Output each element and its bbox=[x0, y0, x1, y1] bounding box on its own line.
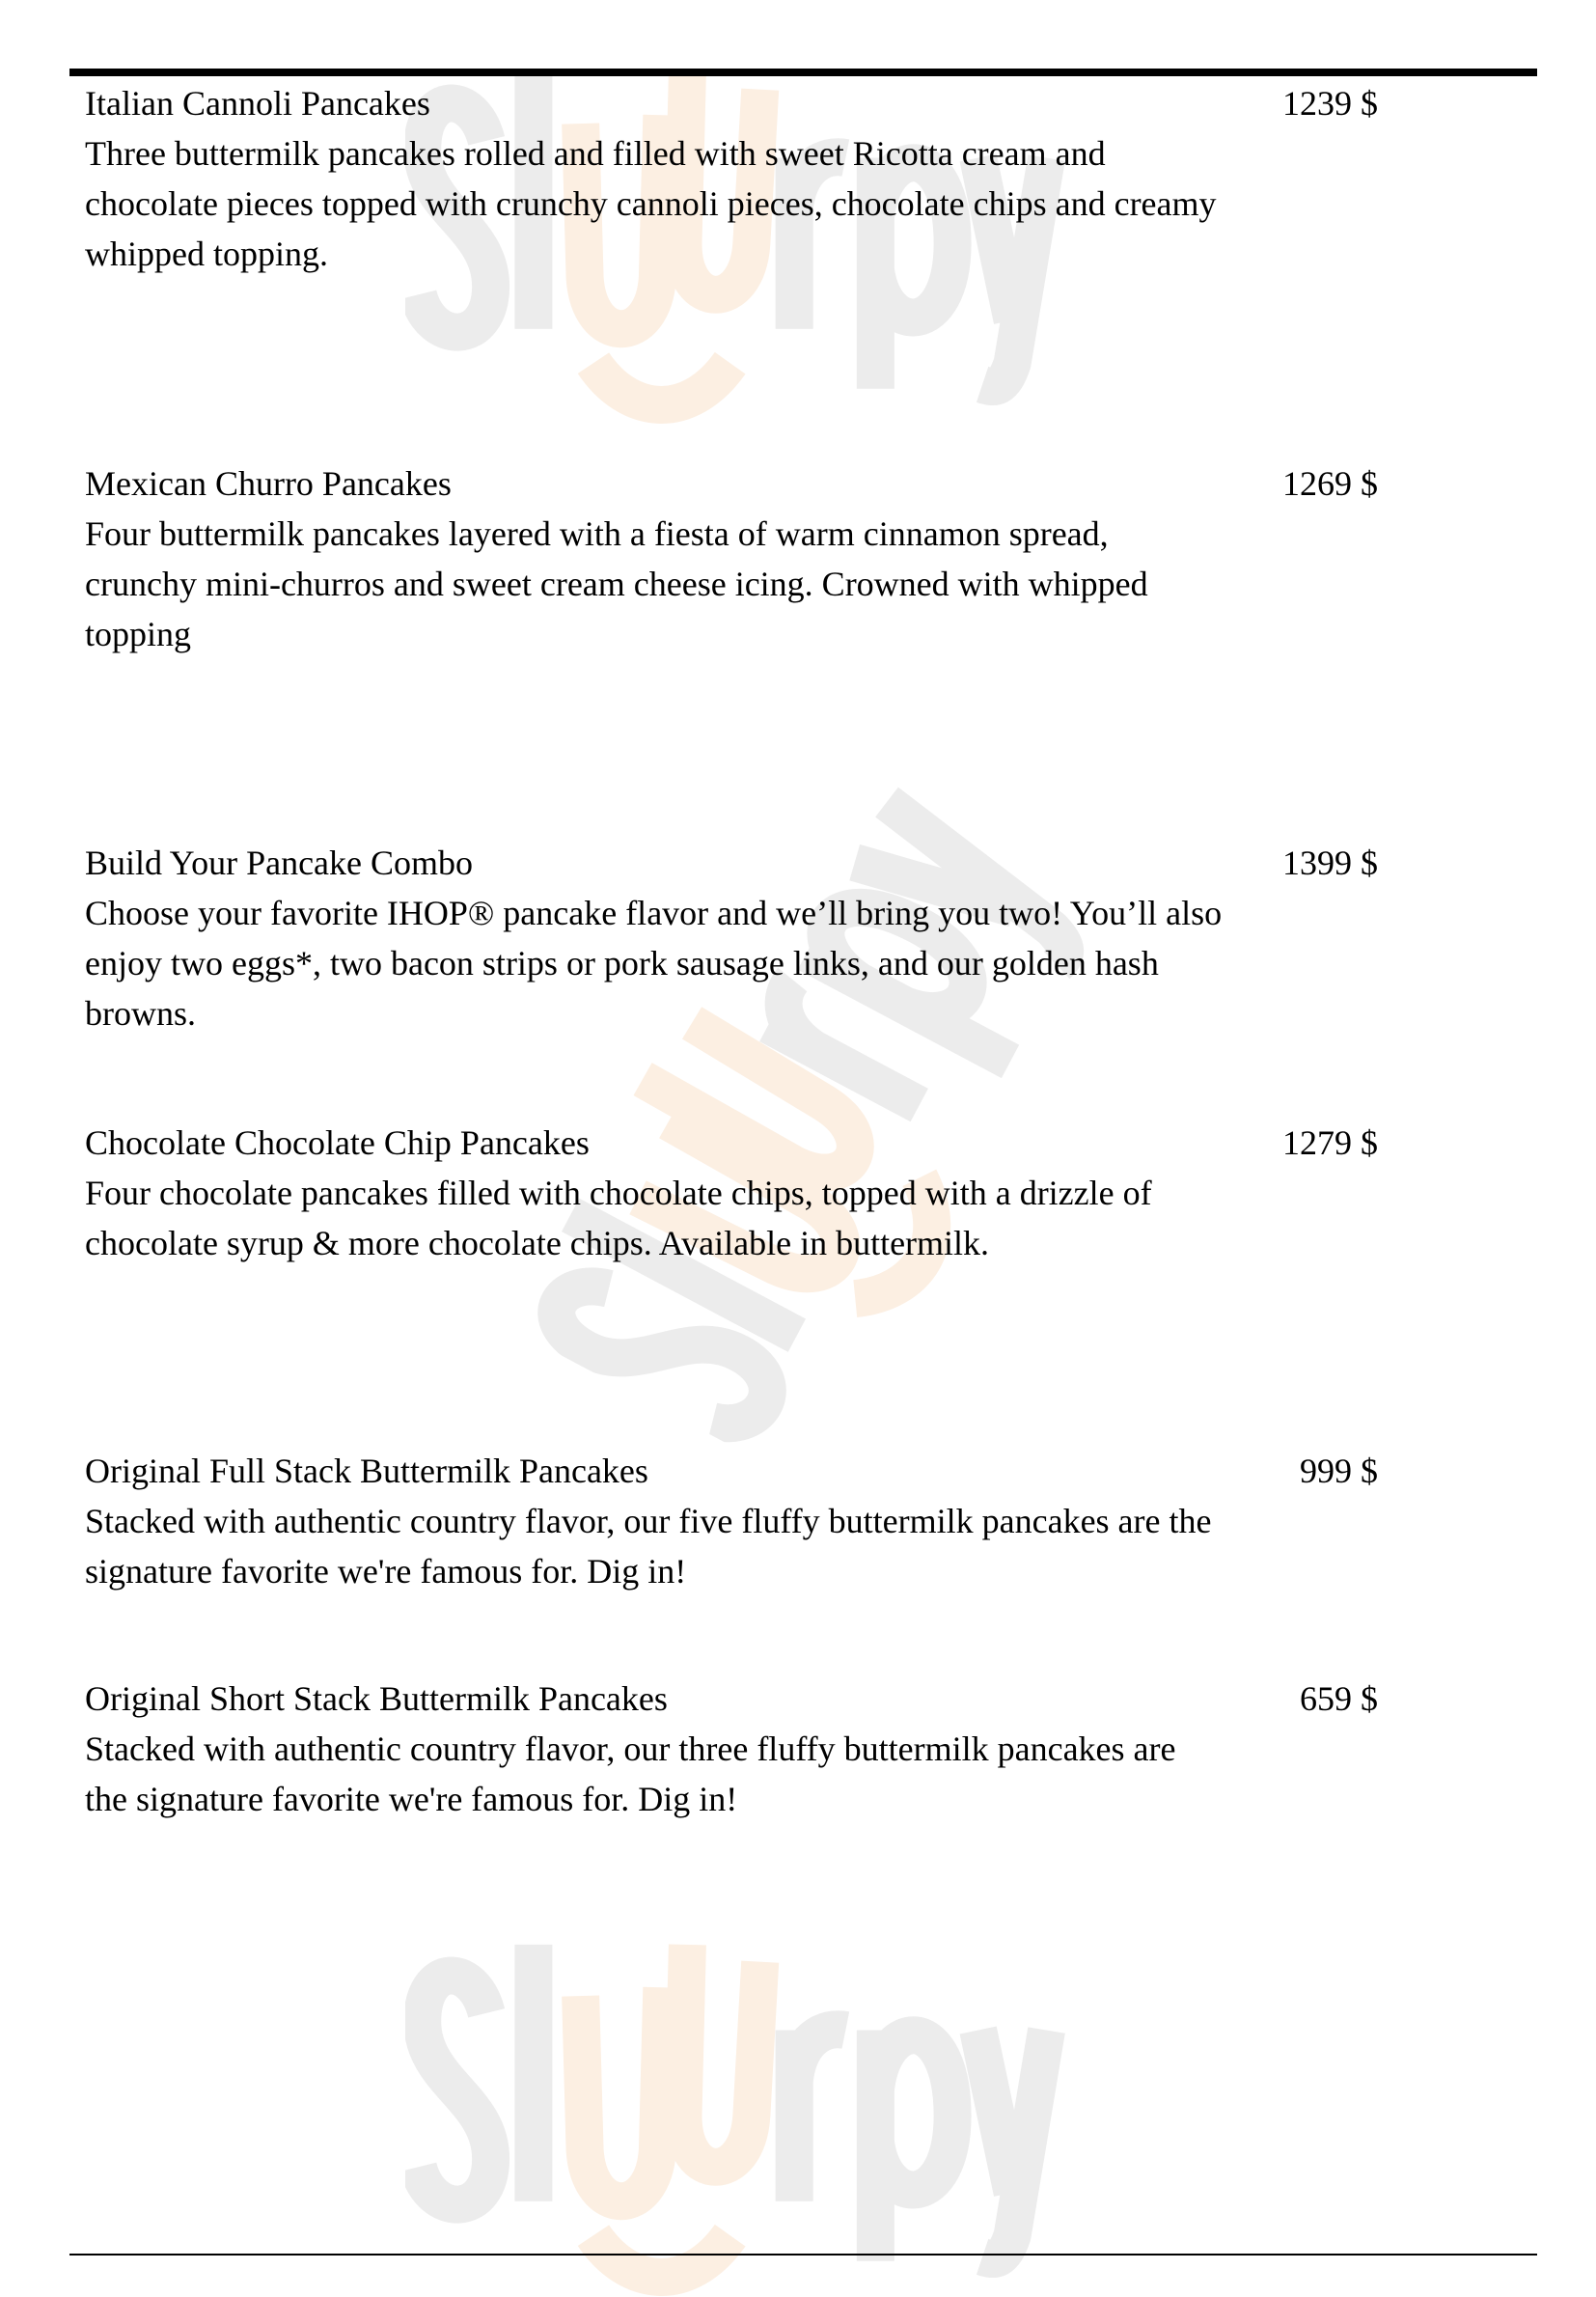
item-title: Original Short Stack Buttermilk Pancakes bbox=[85, 1679, 668, 1718]
menu-item bbox=[85, 78, 1378, 279]
item-price: 1399 $ bbox=[1282, 844, 1378, 882]
bottom-divider bbox=[69, 2254, 1537, 2255]
item-description: Choose your favorite IHOP® pancake flavor and we’ll bring you two! You’ll also enjoy two eggs*, two bacon strips or pork sausage links, and our golden hash browns. bbox=[85, 894, 1223, 1033]
item-title: Italian Cannoli Pancakes bbox=[85, 84, 430, 123]
item-title: Chocolate Chocolate Chip Pancakes bbox=[85, 1123, 590, 1162]
menu-item bbox=[85, 1446, 1378, 1596]
item-title: Mexican Churro Pancakes bbox=[85, 464, 452, 503]
item-description: Four buttermilk pancakes layered with a fiesta of warm cinnamon spread, crunchy mini-churros and sweet cream cheese icing. Crowned with whipped topping bbox=[85, 514, 1148, 653]
item-description: Stacked with authentic country flavor, our five fluffy buttermilk pancakes are the signature favorite we're famous for. Dig in! bbox=[85, 1502, 1212, 1591]
item-price: 1239 $ bbox=[1282, 84, 1378, 123]
item-price: 659 $ bbox=[1300, 1679, 1378, 1718]
menu-item bbox=[85, 1118, 1378, 1268]
menu-item bbox=[85, 838, 1378, 1038]
item-title: Original Full Stack Buttermilk Pancakes bbox=[85, 1452, 648, 1490]
menu-item bbox=[85, 458, 1378, 659]
item-price: 999 $ bbox=[1300, 1452, 1378, 1490]
item-price: 1269 $ bbox=[1282, 464, 1378, 503]
item-description: Four chocolate pancakes filled with chocolate chips, topped with a drizzle of chocolate syrup & more chocolate chips. Available in buttermilk. bbox=[85, 1174, 1152, 1262]
menu-item bbox=[85, 1674, 1378, 1824]
item-description: Three buttermilk pancakes rolled and filled with sweet Ricotta cream and chocolate pieces topped with crunchy cannoli pieces, chocolate chips and creamy whipped topping. bbox=[85, 134, 1217, 273]
item-description: Stacked with authentic country flavor, our three fluffy buttermilk pancakes are the signature favorite we're famous for. Dig in! bbox=[85, 1730, 1176, 1818]
item-price: 1279 $ bbox=[1282, 1123, 1378, 1162]
item-title: Build Your Pancake Combo bbox=[85, 844, 474, 882]
